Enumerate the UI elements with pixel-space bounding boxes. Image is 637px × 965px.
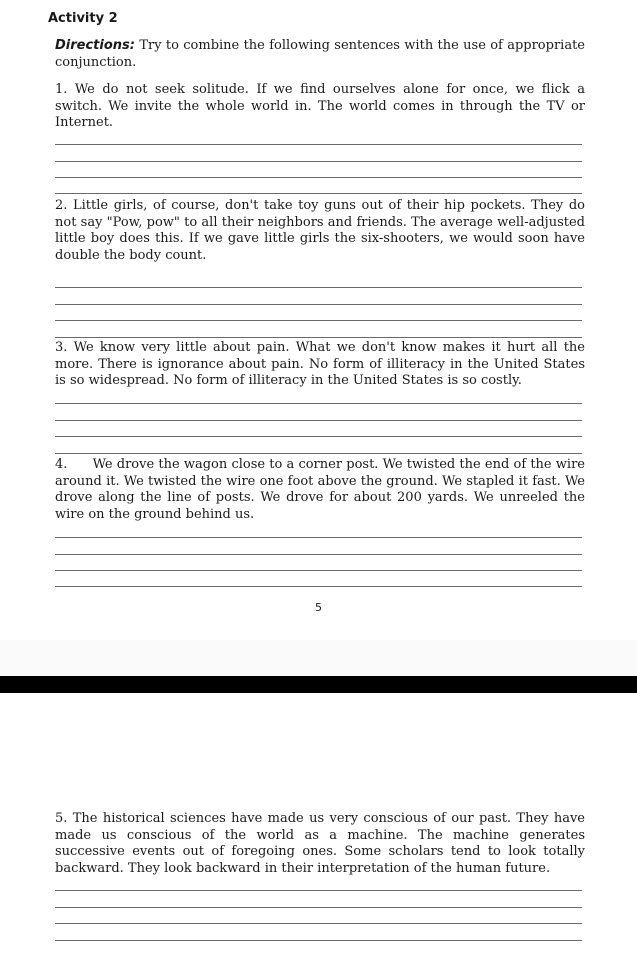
answer-line[interactable]	[55, 940, 582, 941]
answer-line[interactable]	[55, 923, 582, 924]
answer-line[interactable]	[55, 337, 582, 338]
item-5-text: 5. The historical sciences have made us very conscious of our past. They have made us conscious of the world as a machine. The machine generates successive events out of foregoing ones. Some scholars tend to look totally backward. They look backward in their interpretation of the human future.	[55, 811, 585, 876]
directions	[55, 38, 585, 71]
page-bottom-shade	[0, 640, 637, 676]
answer-line[interactable]	[55, 304, 582, 305]
answer-line[interactable]	[55, 287, 582, 288]
answer-line[interactable]	[55, 554, 582, 555]
answer-line[interactable]	[55, 890, 582, 891]
item-1-text: 1. We do not seek solitude. If we find ourselves alone for once, we flick a switch. We invite the whole world in. The world comes in through the TV or Internet.	[55, 82, 585, 130]
answer-line[interactable]	[55, 144, 582, 145]
answer-line[interactable]	[55, 161, 582, 162]
item-4-text	[55, 457, 585, 523]
answer-line[interactable]	[55, 436, 582, 437]
page-number: 5	[315, 601, 322, 614]
answer-line[interactable]	[55, 537, 582, 538]
answer-line[interactable]	[55, 403, 582, 404]
directions-label: Directions:	[55, 38, 135, 53]
answer-line[interactable]	[55, 586, 582, 587]
item-4-number: 4.	[55, 457, 68, 472]
answer-line[interactable]	[55, 907, 582, 908]
answer-line[interactable]	[55, 177, 582, 178]
activity-title: Activity 2	[48, 11, 118, 26]
directions-text: Try to combine the following sentences with the use of appropriate conjunction.	[55, 38, 585, 70]
item-4-body: We drove the wagon close to a corner post. We twisted the end of the wire around it. We twisted the wire one foot above the ground. We stapled it fast. We drove along the line of posts. We drove for about 200 yards. We unreeled the wire on the ground behind us.	[55, 457, 585, 522]
item-3-text: 3. We know very little about pain. What we don't know makes it hurt all the more. There is ignorance about pain. No form of illiteracy in the United States is so widespread. No form of illiteracy in the United States is so costly.	[55, 340, 585, 388]
answer-line[interactable]	[55, 453, 582, 454]
answer-line[interactable]	[55, 570, 582, 571]
answer-line[interactable]	[55, 193, 582, 194]
page-break-bar	[0, 676, 637, 693]
answer-line[interactable]	[55, 420, 582, 421]
answer-line[interactable]	[55, 320, 582, 321]
item-2-text: 2. Little girls, of course, don't take toy guns out of their hip pockets. They do not say "Pow, pow" to all their neighbors and friends. The average well-adjusted little boy does this. If we gave little girls the six-shooters, we would soon have double the body count.	[55, 198, 585, 263]
